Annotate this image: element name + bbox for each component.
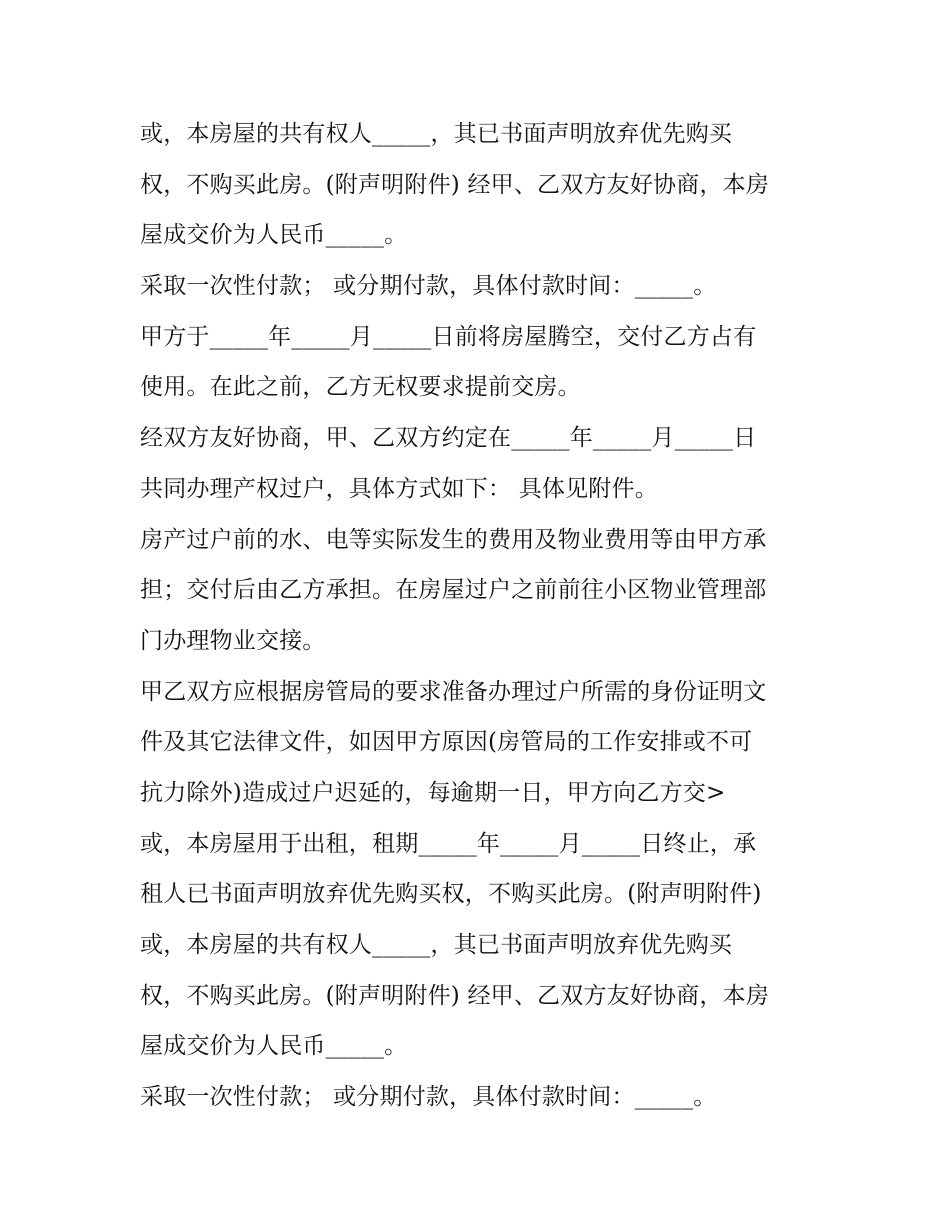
text-line-price-negotiation: 权，不购买此房。(附声明附件) 经甲、乙双方友好协商，本房 bbox=[140, 171, 770, 198]
text-line-transfer-method: 共同办理产权过户，具体方式如下： 具体见附件。 bbox=[140, 475, 658, 502]
text-line-no-early-handover: 使用。在此之前，乙方无权要求提前交房。 bbox=[140, 374, 581, 401]
text-line-tenant-waiver: 租人已书面声明放弃优先购买权，不购买此房。(附声明附件) bbox=[140, 881, 762, 908]
text-line-property-management: 担；交付后由乙方承担。在房屋过户之前前往小区物业管理部 bbox=[140, 577, 767, 604]
text-line-legal-documents: 件及其它法律文件，如因甲方原因(房管局的工作安排或不可 bbox=[140, 729, 753, 756]
text-line-co-owner-waiver-repeat: 或，本房屋的共有权人_____，其已书面声明放弃优先购买 bbox=[140, 932, 733, 958]
document-body bbox=[140, 109, 820, 1123]
text-line-delay-penalty: 抗力除外)造成过户迟延的，每逾期一日，甲方向乙方交> bbox=[140, 779, 726, 806]
text-line-transaction-price: 屋成交价为人民币_____。 bbox=[140, 222, 408, 249]
text-line-documents-required: 甲乙双方应根据房管局的要求准备办理过户所需的身份证明文 bbox=[140, 678, 767, 705]
text-line-co-owner-waiver: 或，本房屋的共有权人_____，其已书面声明放弃优先购买 bbox=[140, 121, 733, 147]
text-line-lease-term: 或，本房屋用于出租，租期_____年_____月_____日终止，承 bbox=[140, 830, 757, 857]
text-line-payment-method-repeat: 采取一次性付款； 或分期付款，具体付款时间：_____。 bbox=[140, 1084, 717, 1111]
text-line-payment-method: 采取一次性付款； 或分期付款，具体付款时间：_____。 bbox=[140, 273, 717, 300]
text-line-transaction-price-repeat: 屋成交价为人民币_____。 bbox=[140, 1033, 408, 1060]
text-line-vacate-date: 甲方于_____年_____月_____日前将房屋腾空，交付乙方占有 bbox=[140, 323, 757, 350]
text-line-property-handover: 门办理物业交接。 bbox=[140, 627, 326, 654]
text-line-transfer-date: 经双方友好协商，甲、乙双方约定在_____年_____月_____日 bbox=[140, 425, 757, 452]
text-line-utility-costs: 房产过户前的水、电等实际发生的费用及物业费用等由甲方承 bbox=[140, 526, 767, 553]
text-line-price-negotiation-repeat: 权，不购买此房。(附声明附件) 经甲、乙双方友好协商，本房 bbox=[140, 982, 770, 1009]
